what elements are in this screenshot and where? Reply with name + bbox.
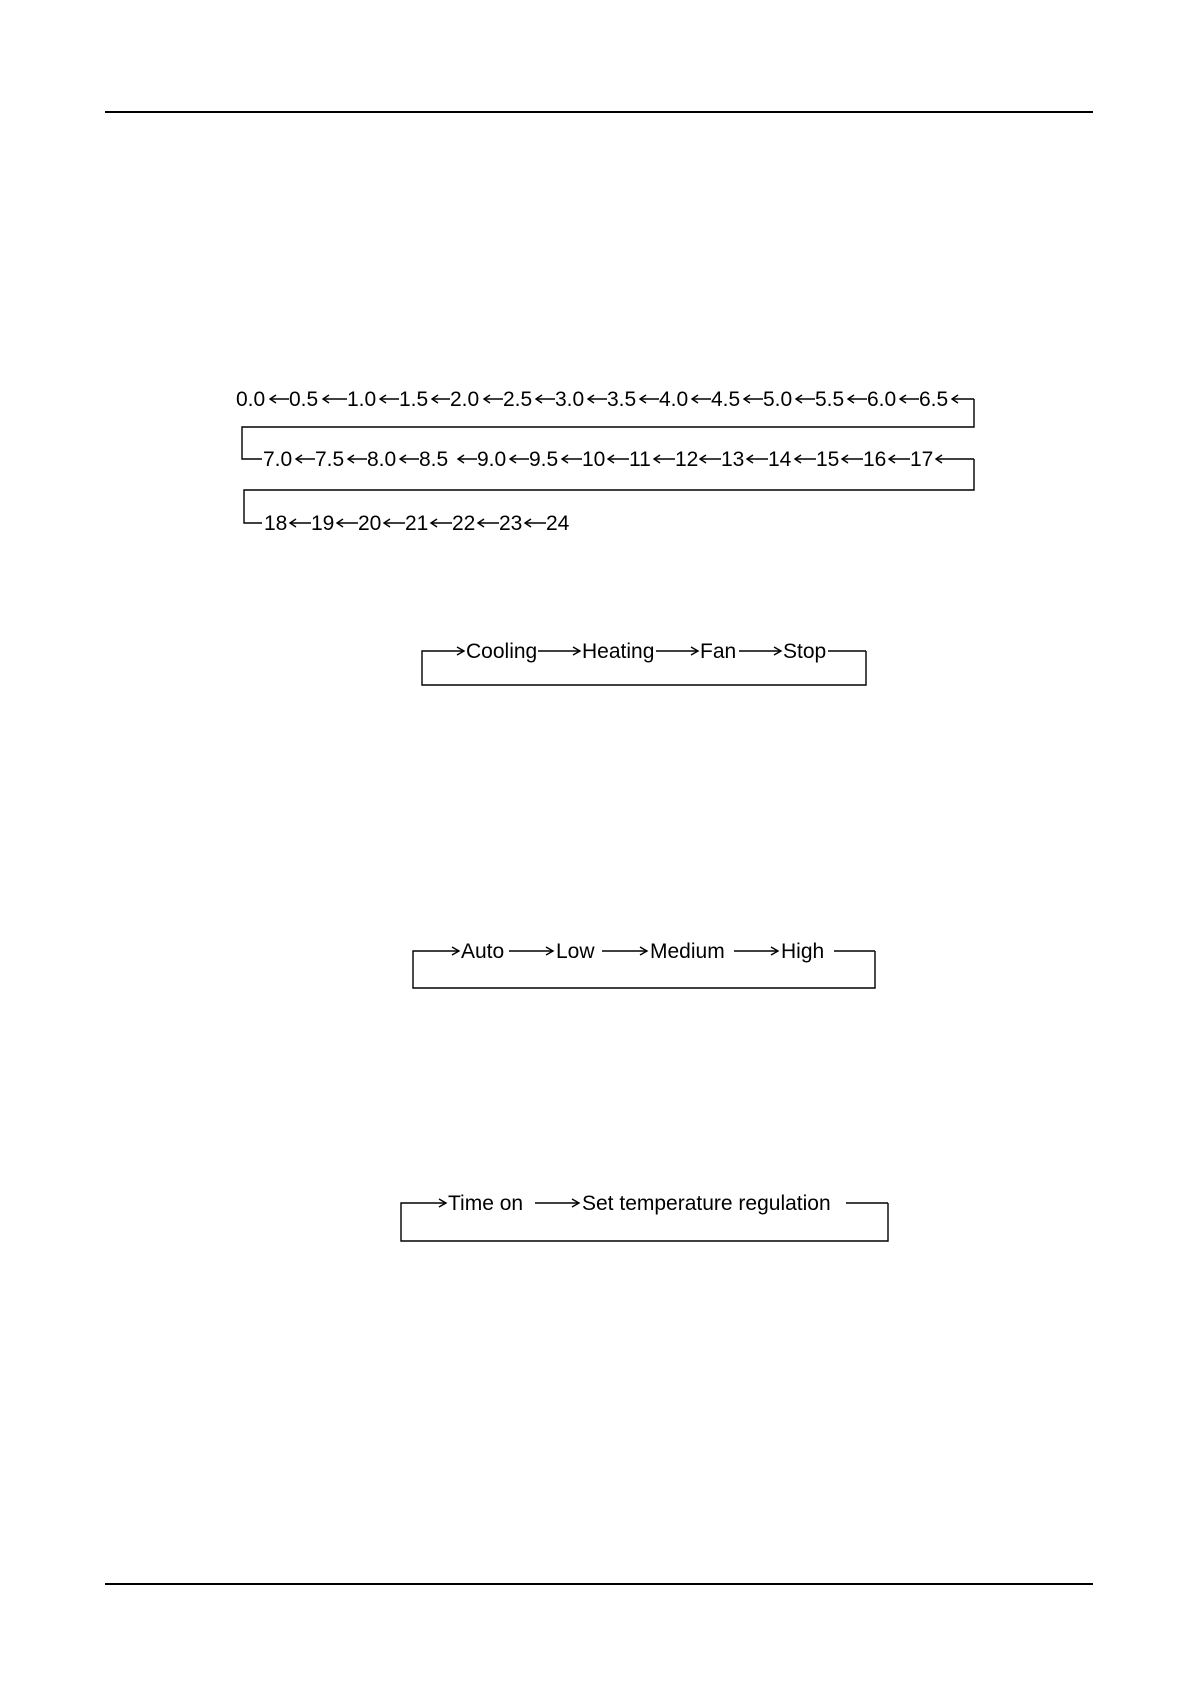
mode-stop-label: Stop — [783, 640, 827, 663]
timer-value: 1.0 — [347, 388, 377, 411]
timer-value: 21 — [405, 512, 429, 535]
timer-value: 18 — [264, 512, 288, 535]
fan-auto-label: Auto — [461, 940, 505, 963]
timer-value: 0.5 — [289, 388, 319, 411]
timer-value: 24 — [546, 512, 570, 535]
timer-value: 11 — [629, 448, 651, 471]
timer-function-cycle-diagram — [401, 1192, 888, 1241]
fan-high-label: High — [781, 940, 825, 963]
timer-value: 8.5 — [419, 448, 449, 471]
timer-value: 1.5 — [399, 388, 429, 411]
timer-value: 2.5 — [503, 388, 533, 411]
timer-value: 4.0 — [659, 388, 689, 411]
mode-cooling-label: Cooling — [466, 640, 538, 663]
timer-value: 10 — [582, 448, 606, 471]
timer-value: 19 — [311, 512, 335, 535]
timer-value: 7.5 — [315, 448, 345, 471]
timer-value: 0.0 — [236, 388, 266, 411]
timer-value: 16 — [863, 448, 887, 471]
timer-value: 17 — [910, 448, 934, 471]
mode-heating-label: Heating — [582, 640, 655, 663]
timer-value: 12 — [675, 448, 699, 471]
timer-value: 15 — [816, 448, 840, 471]
fan-medium-label: Medium — [650, 940, 725, 963]
timer-value: 13 — [721, 448, 745, 471]
mode-fan-label: Fan — [700, 640, 737, 663]
timer-value: 9.5 — [529, 448, 559, 471]
fan-speed-cycle-diagram — [413, 940, 875, 988]
timer-value: 5.5 — [815, 388, 845, 411]
timer-value: 5.0 — [763, 388, 793, 411]
timer-value: 3.5 — [607, 388, 637, 411]
timer-value: 23 — [499, 512, 523, 535]
timer-value: 22 — [452, 512, 476, 535]
timer-value: 2.0 — [450, 388, 480, 411]
timer-value: 3.0 — [555, 388, 585, 411]
set-temperature-regulation-label: Set temperature regulation — [582, 1192, 831, 1215]
time-on-label: Time on — [448, 1192, 524, 1215]
timer-value: 8.0 — [367, 448, 397, 471]
mode-cycle-diagram — [422, 640, 866, 685]
timer-sequence-diagram — [236, 388, 974, 535]
timer-value: 14 — [768, 448, 792, 471]
timer-value: 7.0 — [263, 448, 293, 471]
fan-low-label: Low — [556, 940, 595, 963]
timer-value: 6.5 — [919, 388, 949, 411]
timer-value: 9.0 — [477, 448, 507, 471]
timer-value: 4.5 — [711, 388, 741, 411]
timer-value: 20 — [358, 512, 382, 535]
timer-value: 6.0 — [867, 388, 897, 411]
